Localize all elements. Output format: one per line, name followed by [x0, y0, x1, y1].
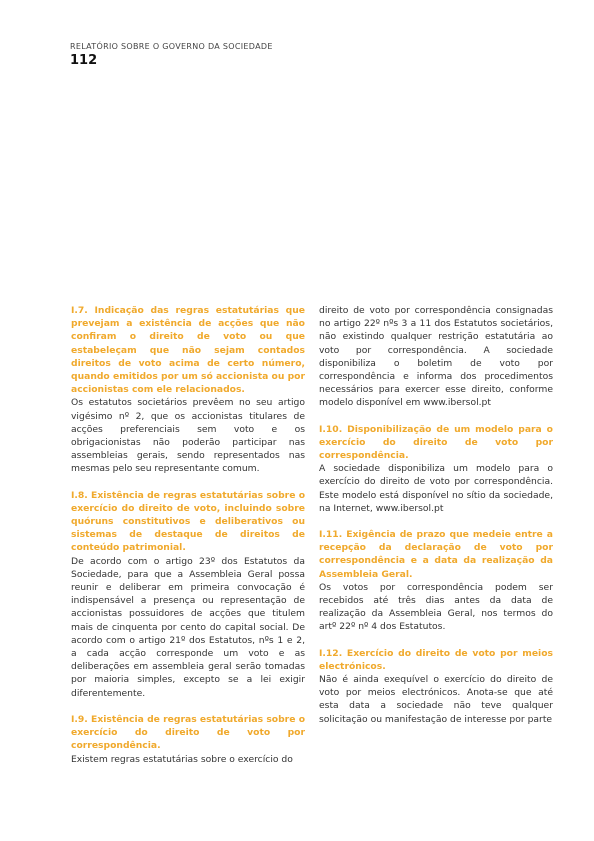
section-body-i9-continued: direito de voto por correspondência consignadas no artigo 22º nºs 3 a 11 dos Estatutos societários, não existindo qualquer restrição estatutária ao voto por correspondência. A sociedade disponibiliza o boletim de voto por correspondência e informa dos procedimentos necessários para exercer esse direito, conforme modelo disponível em www.ibersol.pt: [319, 305, 553, 409]
right-column: [319, 304, 553, 726]
section-body-i11: Os votos por correspondência podem ser recebidos até três dias antes da data de realização da Assembleia Geral, nos termos do artº 22º nº 4 dos Estatutos.: [319, 581, 553, 633]
section-heading-i8: I.8. Existência de regras estatutárias sobre o exercício do direito de voto, incluindo sobre quóruns constitutivos e deliberativos ou sistemas de destaque de direitos de conteúdo patrimonial.: [71, 489, 305, 554]
section-heading-i10: I.10. Disponibilização de um modelo para o exercício do direito de voto por correspondência.: [319, 423, 553, 462]
section-heading-i9: I.9. Existência de regras estatutárias sobre o exercício do direito de voto por correspondência.: [71, 713, 305, 752]
page-number: 112: [70, 53, 98, 68]
section-body-i9: Existem regras estatutárias sobre o exercício do: [71, 753, 293, 765]
section-body-i12: Não é ainda exequível o exercício do direito de voto por meios electrónicos. Anota-se que até esta data a sociedade não teve qualquer solicitação ou manifestação de interesse por parte: [319, 674, 553, 725]
section-heading-i7: I.7. Indicação das regras estatutárias que prevejam a existência de acções que não confiram o direito de voto ou que estabeleçam que não sejam contados direitos de voto acima de certo número, quando emitidos por um só accionista ou por accionistas com ele relacionados.: [71, 305, 305, 396]
section-body-i8: De acordo com o artigo 23º dos Estatutos da Sociedade, para que a Assembleia Geral possa reunir e deliberar em primeira convocação é indispensável a presença ou representação de accionistas possuidores de acções que titulem mais de cinquenta por cento do capital social. De acordo com o artigo 21º dos Estatutos, nºs 1 e 2, a cada acção corresponde um voto e as deliberações em assembleia geral serão tomadas por maioria simples, excepto se a lei exigir diferentemente.: [71, 555, 305, 699]
section-body-i7: Os estatutos societários prevêem no seu artigo vigésimo nº 2, que os accionistas titulares de acções preferenciais sem voto e os obrigacionistas não poderão participar nas assembleias gerais, sendo representados nas mesmas pelo seu representante comum.: [71, 397, 305, 475]
section-heading-i12: I.12. Exercício do direito de voto por meios electrónicos.: [319, 647, 553, 672]
left-column: [71, 304, 305, 766]
section-body-i10: A sociedade disponibiliza um modelo para o exercício do direito de voto por correspondência. Este modelo está disponível no sítio da sociedade, na Internet, www.ibersol.pt: [319, 463, 553, 514]
section-heading-i11: I.11. Exigência de prazo que medeie entre a recepção da declaração de voto por correspondência e a data da realização da Assembleia Geral.: [319, 529, 553, 580]
running-head: RELATÓRIO SOBRE O GOVERNO DA SOCIEDADE: [70, 42, 273, 51]
